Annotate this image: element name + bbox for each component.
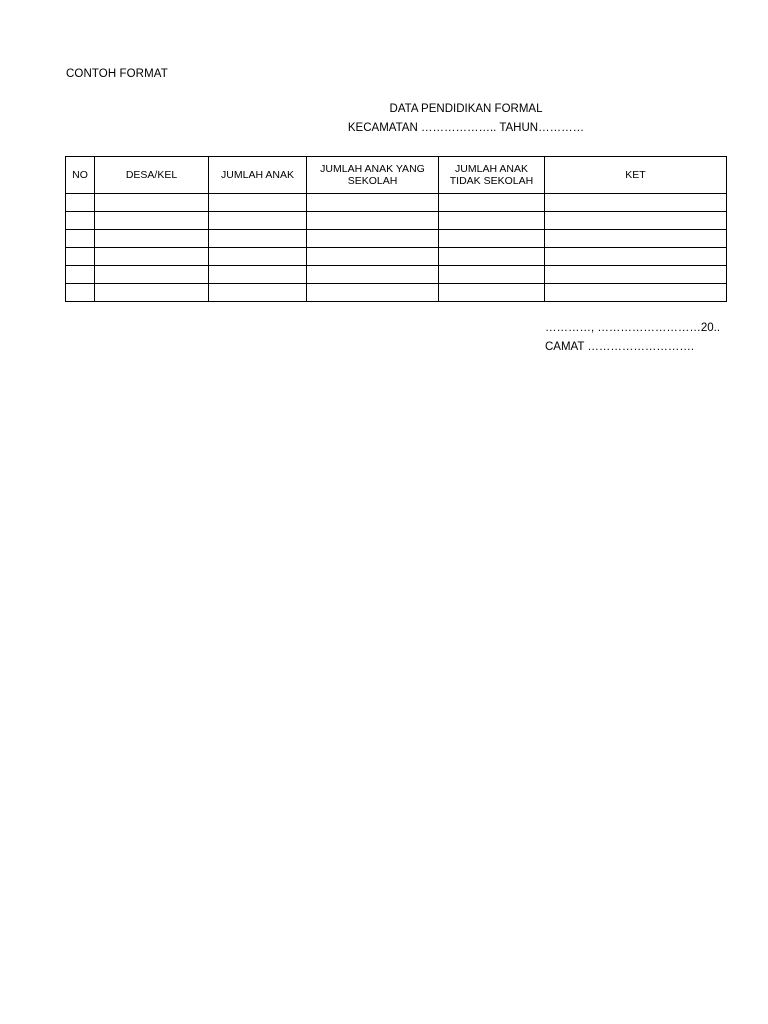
header-desa-kel: DESA/KEL (95, 157, 209, 194)
signature-camat-line: CAMAT ………………………. (545, 341, 695, 353)
table-cell (209, 194, 307, 212)
table-row (66, 248, 727, 266)
table-body (66, 194, 727, 302)
table-cell (439, 194, 545, 212)
table-cell (66, 248, 95, 266)
table-cell (439, 266, 545, 284)
header-jumlah-anak-sekolah: JUMLAH ANAK YANG SEKOLAH (307, 157, 439, 194)
table-cell (545, 194, 727, 212)
table-cell (545, 266, 727, 284)
document-heading: CONTOH FORMAT (66, 68, 168, 80)
table-row (66, 230, 727, 248)
table-cell (545, 230, 727, 248)
table-cell (307, 230, 439, 248)
table-cell (545, 212, 727, 230)
table-cell (209, 284, 307, 302)
table-row (66, 284, 727, 302)
table-row (66, 266, 727, 284)
table-cell (307, 284, 439, 302)
table-cell (209, 266, 307, 284)
table-cell (209, 212, 307, 230)
table-cell (209, 248, 307, 266)
table-row (66, 194, 727, 212)
table-cell (209, 230, 307, 248)
header-jumlah-anak-tidak-sekolah: JUMLAH ANAK TIDAK SEKOLAH (439, 157, 545, 194)
table-cell (545, 248, 727, 266)
table-cell (66, 266, 95, 284)
table-cell (66, 230, 95, 248)
signature-date-line: …………, ………………………20.. (545, 322, 721, 334)
table-cell (95, 266, 209, 284)
table-header-row (66, 157, 727, 194)
table-cell (95, 284, 209, 302)
table-cell (439, 284, 545, 302)
table-row (66, 212, 727, 230)
table-cell (66, 284, 95, 302)
main-title: DATA PENDIDIKAN FORMAL (389, 103, 543, 115)
table-cell (307, 266, 439, 284)
table-cell (66, 194, 95, 212)
table-cell (439, 248, 545, 266)
header-jumlah-anak: JUMLAH ANAK (209, 157, 307, 194)
table-cell (439, 212, 545, 230)
header-ket: KET (545, 157, 727, 194)
sub-title: KECAMATAN ……………….. TAHUN………… (347, 122, 585, 134)
table-cell (95, 248, 209, 266)
table-cell (307, 212, 439, 230)
table-cell (307, 248, 439, 266)
table-cell (307, 194, 439, 212)
table-cell (95, 194, 209, 212)
header-no: NO (66, 157, 95, 194)
table-cell (95, 212, 209, 230)
table-cell (66, 212, 95, 230)
table-cell (95, 230, 209, 248)
table-cell (545, 284, 727, 302)
data-table (65, 156, 727, 302)
table-cell (439, 230, 545, 248)
